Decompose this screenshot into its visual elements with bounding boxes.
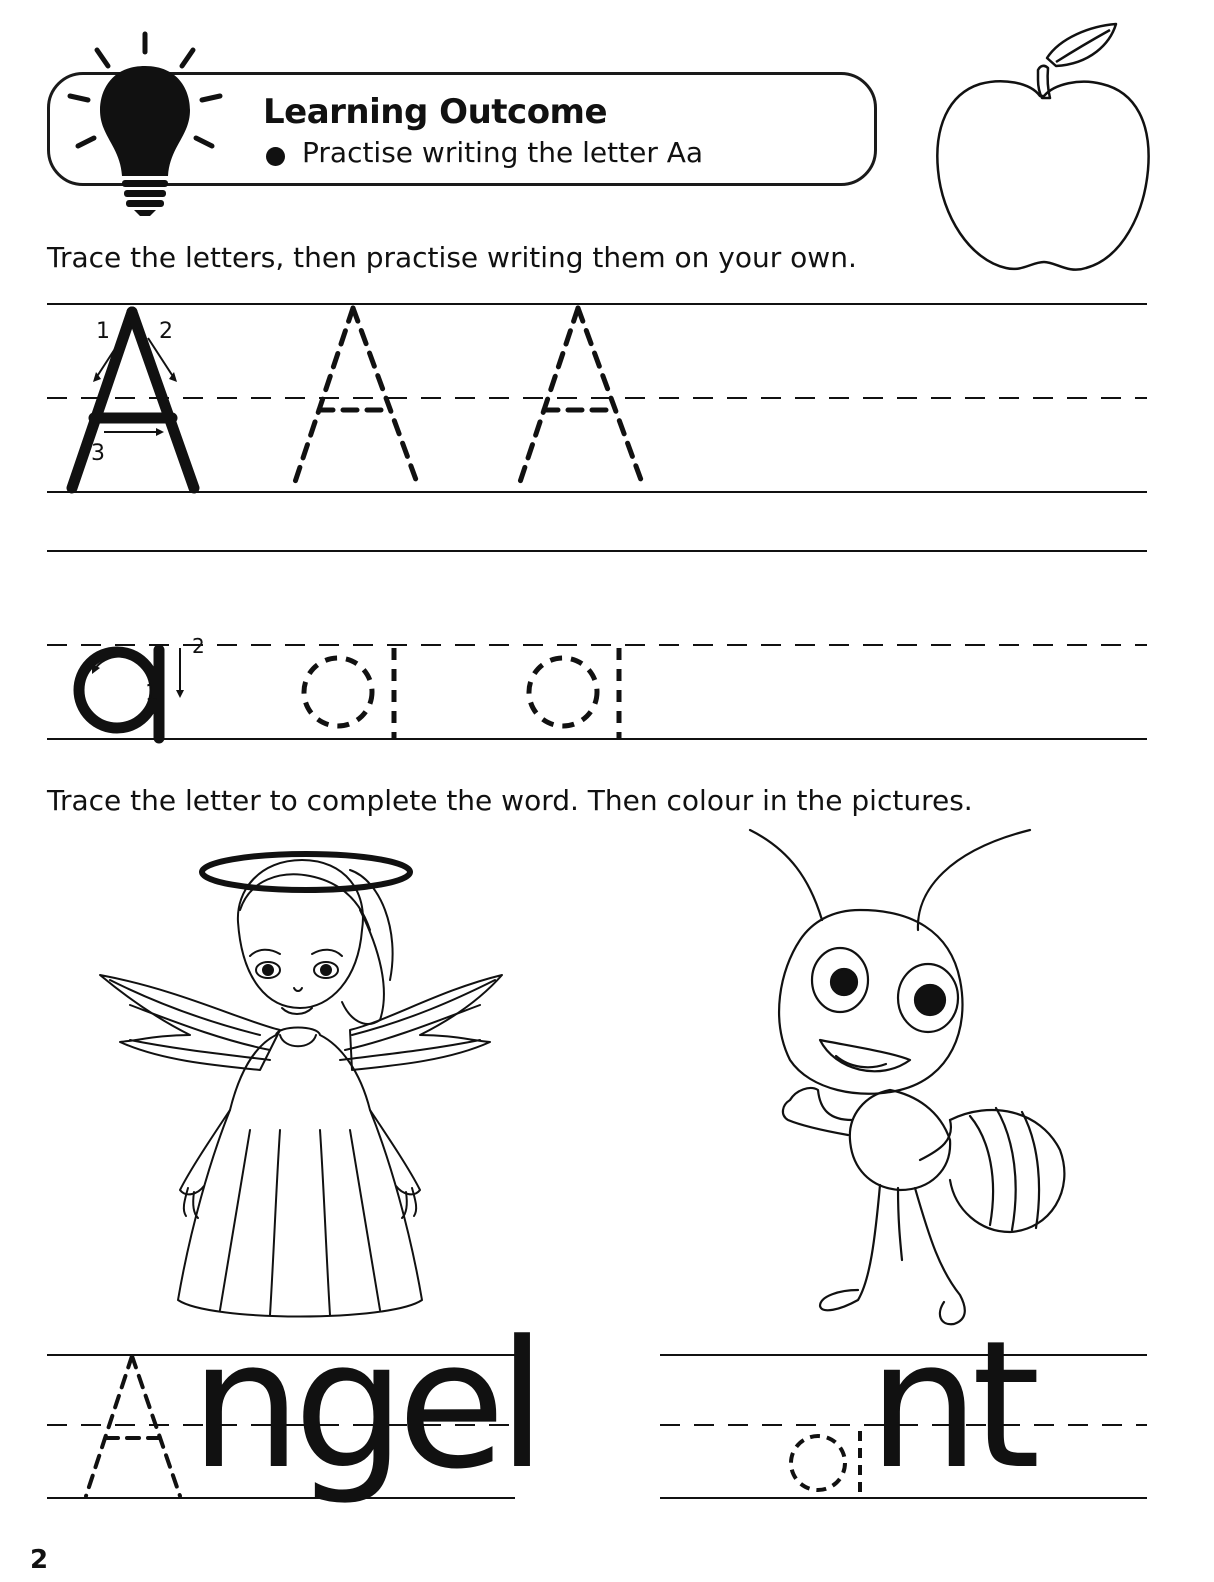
- page-number: 2: [30, 1545, 49, 1575]
- word-ant-rest: nt: [868, 1303, 1033, 1508]
- learning-outcome-bullet: Practise writing the letter Aa: [302, 136, 704, 169]
- stroke-number-3: 3: [91, 441, 105, 466]
- angel-picture: [90, 830, 520, 1330]
- dotted-letter-a-angel: [80, 1350, 190, 1500]
- stroke-number-2: 2: [159, 319, 173, 344]
- dotted-letter-a-ant: [788, 1425, 868, 1505]
- complete-word-instruction: Trace the letter to complete the word. Then colour in the pictures.: [47, 784, 973, 817]
- dotted-lowercase-a: [525, 640, 635, 750]
- stroke-number-1: 1: [145, 681, 159, 706]
- learning-outcome-title: Learning Outcome: [263, 92, 608, 132]
- ant-picture: [740, 820, 1080, 1350]
- dotted-lowercase-a: [300, 640, 410, 750]
- word-angel-rest: ngel: [190, 1303, 539, 1508]
- stroke-number-2: 2: [192, 634, 205, 658]
- trace-instruction: Trace the letters, then practise writing them on your own.: [47, 241, 857, 274]
- stroke-number-1: 1: [96, 319, 110, 344]
